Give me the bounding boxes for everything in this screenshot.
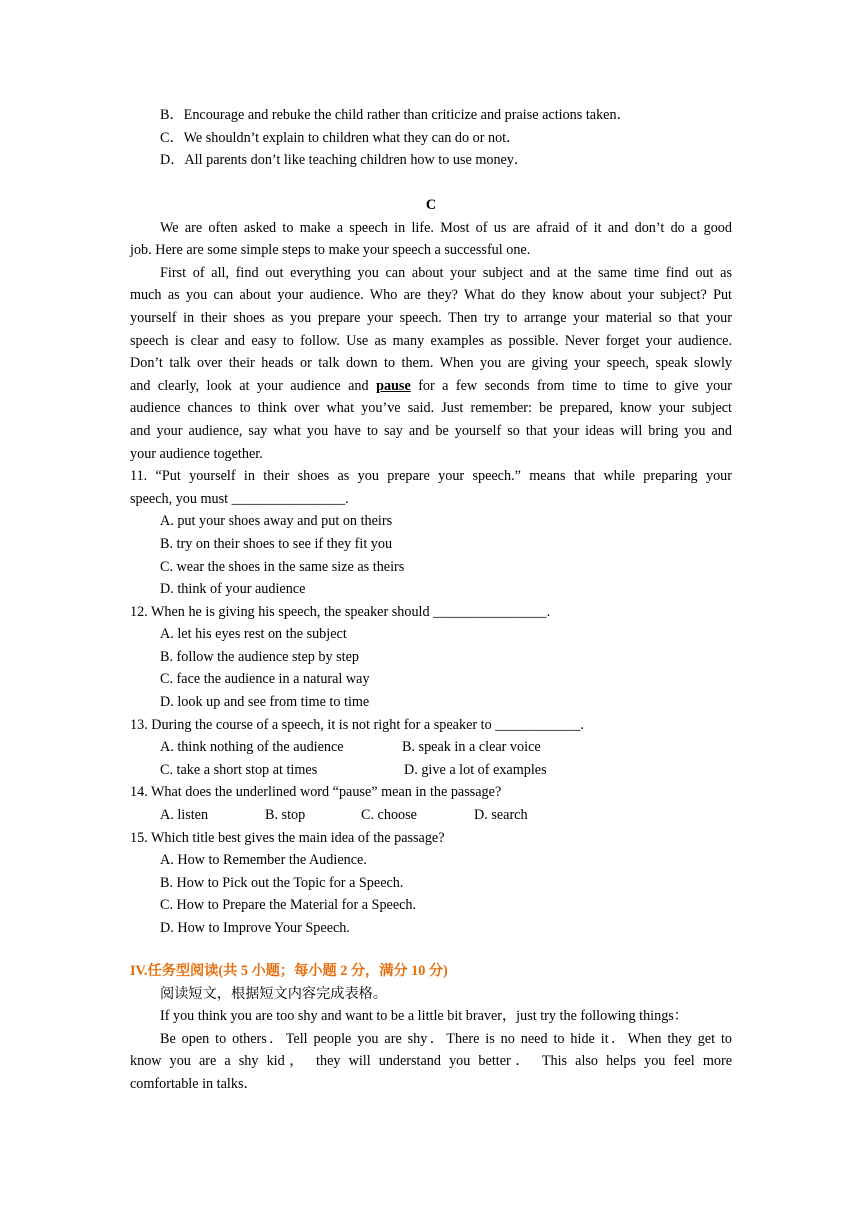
- paragraph-line: much as you can about your audience. Who are they? What do they know about your subject? Put: [130, 287, 732, 304]
- question-14-option-a: A. listen: [160, 807, 209, 824]
- question-14-option-b: B. stop: [265, 807, 306, 824]
- paragraph-line: speech is clear and easy to follow. Use as many examples as possible. Never forget your audience.: [130, 332, 732, 349]
- text-before-underline: and clearly, look at your audience and: [130, 377, 369, 394]
- paragraph-line: know you are a shy kid， they will understand you better． This also helps you feel more: [130, 1053, 732, 1070]
- text-after-underline: for a few seconds from time to time to give your: [418, 377, 732, 394]
- paragraph-line: comfortable in talks．: [130, 1075, 258, 1092]
- question-15-stem: 15. Which title best gives the main idea of the passage?: [130, 829, 445, 846]
- question-11-stem-cont: speech, you must ________________.: [130, 490, 349, 507]
- question-15-option-b: B. How to Pick out the Topic for a Speech.: [160, 874, 404, 891]
- passage-heading: C: [425, 197, 437, 213]
- section-4: [130, 960, 732, 1096]
- question-12-option-b: B. follow the audience step by step: [160, 648, 359, 665]
- question-11-stem: 11. “Put yourself in their shoes as you prepare your speech.” means that while preparing your: [130, 468, 732, 485]
- underlined-word: pause: [376, 377, 411, 394]
- question-15-option-a: A. How to Remember the Audience.: [160, 852, 367, 869]
- paragraph-line: yourself in their shoes as you prepare your speech. Then try to arrange your material so that your: [130, 309, 732, 326]
- paragraph-line: job. Here are some simple steps to make your speech a successful one.: [130, 242, 531, 259]
- question-11-option-a: A. put your shoes away and put on theirs: [160, 513, 393, 530]
- paragraph-line: Be open to others．Tell people you are shy．There is no need to hide it．When they get to: [160, 1030, 732, 1047]
- option-d: D．All parents don’t like teaching children how to use money．: [160, 152, 529, 169]
- question-12-option-d: D. look up and see from time to time: [160, 694, 370, 711]
- question-14-options: [130, 804, 732, 827]
- question-14-stem: 14. What does the underlined word “pause” mean in the passage?: [130, 784, 502, 801]
- question-15-option-c: C. How to Prepare the Material for a Speech.: [160, 897, 417, 914]
- paragraph-line-with-underline: [130, 375, 732, 398]
- question-11-option-d: D. think of your audience: [160, 581, 306, 598]
- question-12-option-a: A. let his eyes rest on the subject: [160, 626, 347, 643]
- section-instruction: 阅读短文，根据短文内容完成表格。: [160, 985, 388, 1002]
- question-11-option-c: C. wear the shoes in the same size as theirs: [160, 558, 405, 575]
- question-14-option-d: D. search: [474, 807, 528, 824]
- paragraph-line: Don’t talk over their heads or talk down to them. When you are giving your speech, speak slowly: [130, 355, 732, 372]
- paragraph-line: and your audience, say what you have to say and be yourself so that your ideas will bring you and: [130, 422, 732, 439]
- option-b: B．Encourage and rebuke the child rather than criticize and praise actions taken．: [160, 107, 631, 123]
- paragraph-line: audience chances to think over what you’ve said. Just remember: be prepared, know your subject: [130, 400, 732, 417]
- question-13-stem: 13. During the course of a speech, it is not right for a speaker to ____________.: [130, 716, 584, 733]
- paragraph-line: First of all, find out everything you can about your subject and at the same time find out as: [160, 264, 732, 281]
- section-heading: IV.任务型阅读(共 5 小题；每小题 2 分，满分 10 分): [130, 963, 448, 979]
- paragraph-line: We are often asked to make a speech in life. Most of us are afraid of it and don’t do a good: [160, 219, 732, 236]
- paragraph-line: your audience together.: [130, 445, 263, 462]
- question-13-option-b: B. speak in a clear voice: [402, 739, 541, 756]
- question-11-option-b: B. try on their shoes to see if they fit you: [160, 535, 393, 552]
- previous-options: [130, 104, 732, 172]
- option-c: C．We shouldn’t explain to children what they can do or not．: [160, 129, 521, 146]
- question-13-option-d: D. give a lot of examples: [404, 761, 547, 778]
- passage-c: [130, 194, 732, 940]
- paragraph-line: If you think you are too shy and want to be a little bit braver，just try the following things：: [160, 1008, 688, 1025]
- question-12-option-c: C. face the audience in a natural way: [160, 671, 370, 688]
- question-14-option-c: C. choose: [361, 807, 417, 824]
- question-15-option-d: D. How to Improve Your Speech.: [160, 920, 350, 936]
- question-13-options-row2: [130, 759, 732, 782]
- question-13-option-c: C. take a short stop at times: [160, 761, 318, 778]
- question-12-stem: 12. When he is giving his speech, the speaker should ________________.: [130, 603, 551, 620]
- question-13-options-row1: [130, 736, 732, 759]
- question-13-option-a: A. think nothing of the audience: [160, 739, 344, 756]
